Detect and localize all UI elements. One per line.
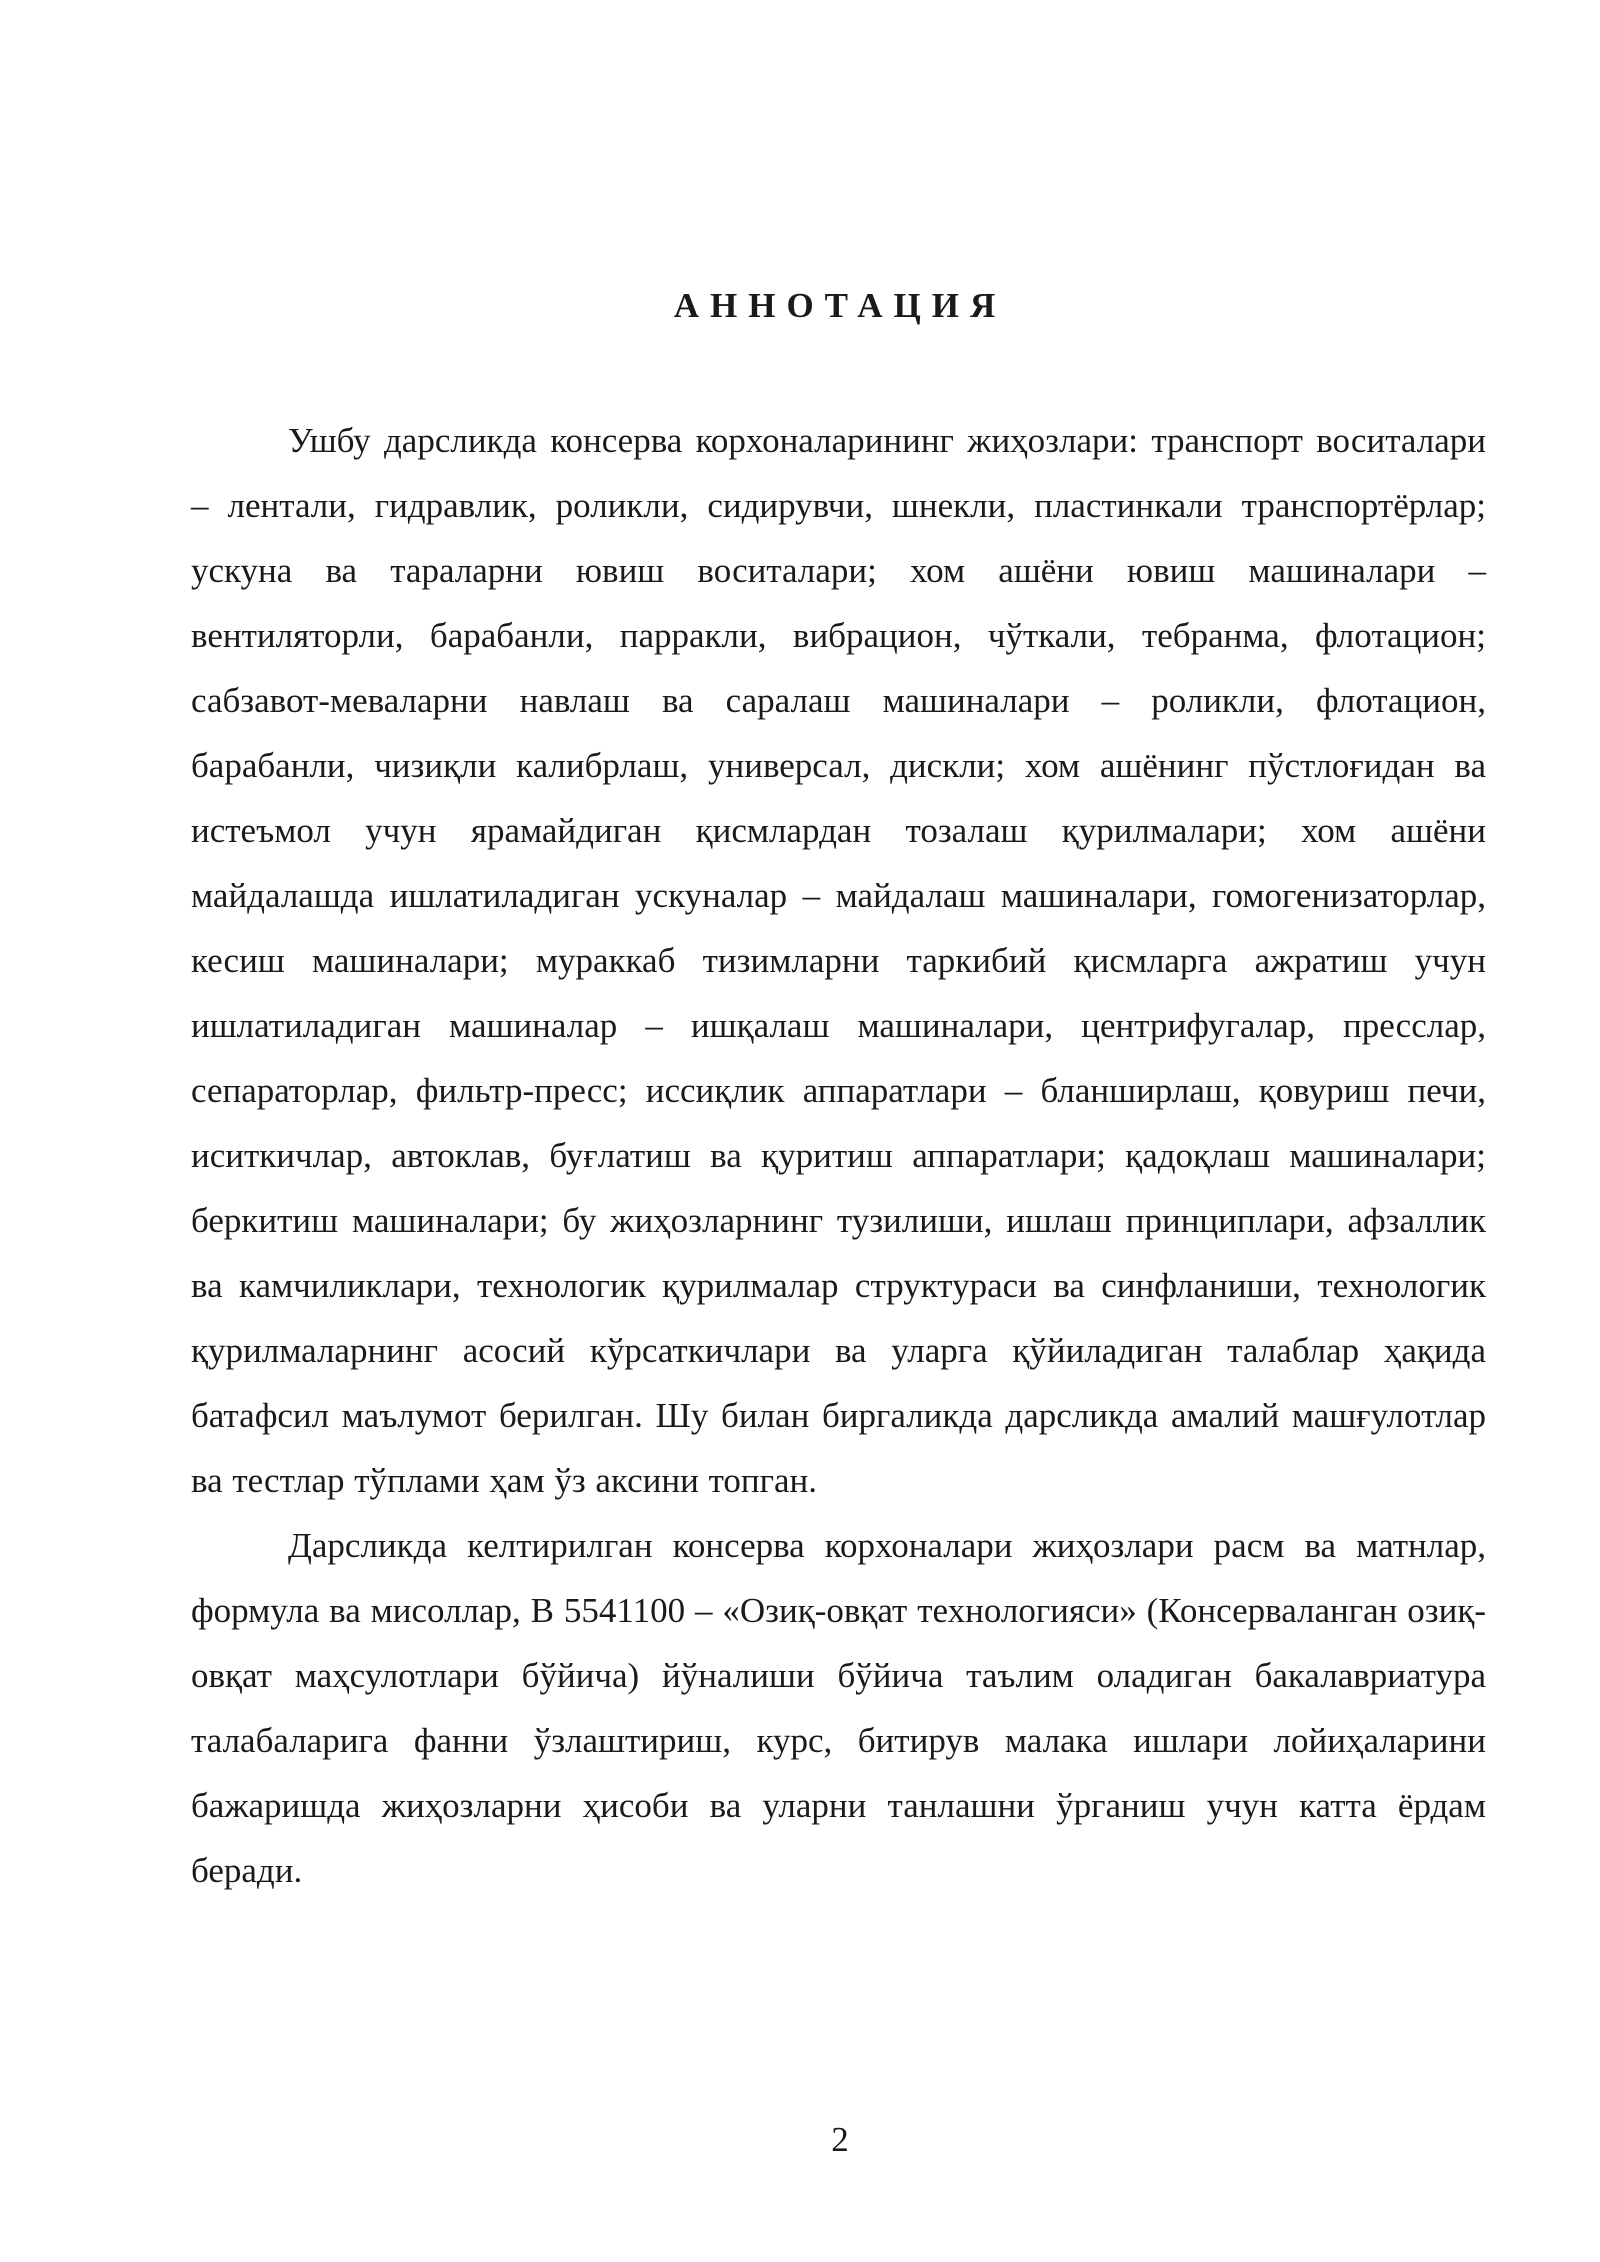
paragraph-2: Дарсликда келтирилган консерва корхоналари жиҳозлари расм ва матнлар, формула ва мисоллар, B 5541100 – «Озиқ-овқат технологияси» (Консерваланган озиқ-овқат маҳсулотлари бўйича) йўналиши бўйича таълим оладиган бакалавриатура талабаларига фанни ўзлаштириш, курс, битирув малака ишлари лойиҳаларини бажаришда жиҳозларни ҳисоби ва уларни танлашни ўрганиш учун катта ёрдам беради.: [191, 1526, 1486, 1890]
paragraph-1: Ушбу дарсликда консерва корхоналарининг жиҳозлари: транспорт воситалари – лентали, гидравлик, роликли, сидирувчи, шнекли, пластинкали транспортёрлар; ускуна ва тараларни ювиш воситалари; хом ашёни ювиш машиналари – вентиляторли, барабанли, парракли, вибрацион, чўткали, тебранма, флотацион; сабзавот-меваларни навлаш ва саралаш машиналари – роликли, флотацион, барабанли, чизиқли калибрлаш, универсал, дискли; хом ашёнинг пўстлоғидан ва истеъмол учун ярамайдиган қисмлардан тозалаш қурилмалари; хом ашёни майдалашда ишлатиладиган ускуналар – майдалаш машиналари, гомогенизаторлар, кесиш машиналари; мураккаб тизимларни таркибий қисмларга ажратиш учун ишлатиладиган машиналар – ишқалаш машиналари, центрифугалар, пресслар, сепараторлар, фильтр-пресс; иссиқлик аппаратлари – бланширлаш, қовуриш печи, иситкичлар, автоклав, буғлатиш ва қуритиш аппаратлари; қадоқлаш машиналари; беркитиш машиналари; бу жиҳозларнинг тузилиши, ишлаш принциплари, афзаллик ва камчиликлари, технологик қурилмалар структураси ва синфланиши, технологик қурилмаларнинг асосий кўрсаткичлари ва уларга қўйиладиган талаблар ҳақида батафсил маълумот берилган. Шу билан биргаликда дарсликда амалий машғулотлар ва тестлар тўплами ҳам ўз аксини топган.: [191, 421, 1486, 1500]
document-body: [191, 408, 1486, 1903]
page-number: 2: [831, 2120, 849, 2159]
page-title: АННОТАЦИЯ: [673, 286, 1007, 325]
